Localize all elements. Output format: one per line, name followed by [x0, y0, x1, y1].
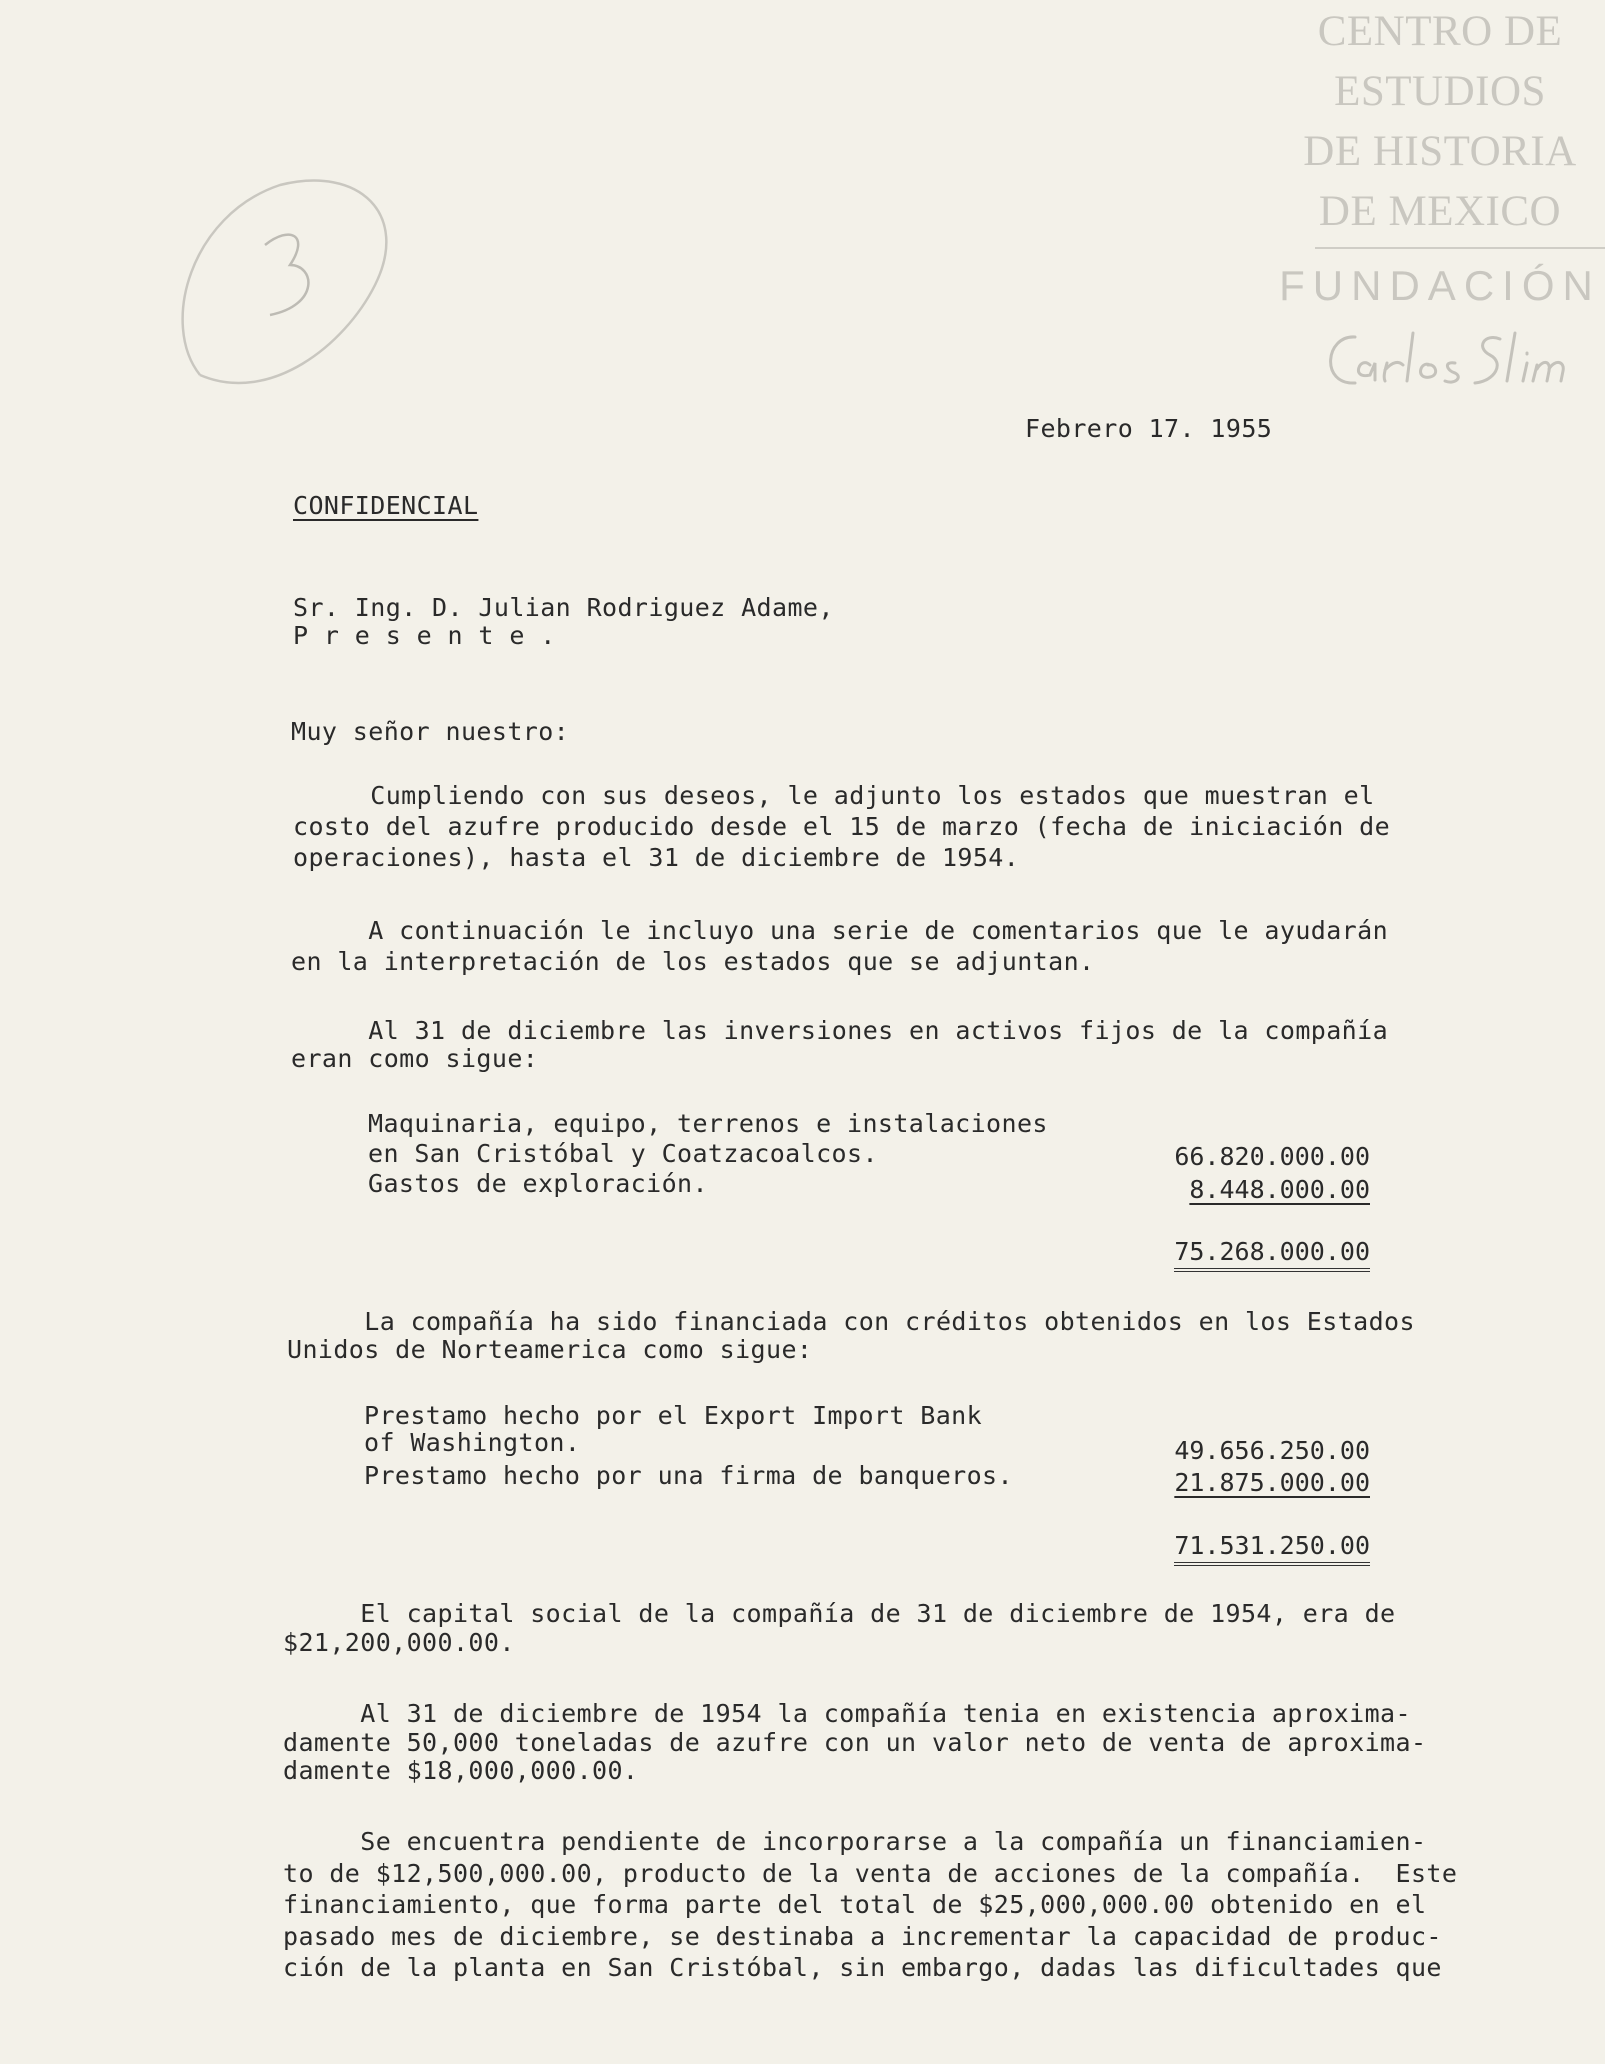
confidential-heading: CONFIDENCIAL	[293, 491, 479, 520]
paragraph-line: ción de la planta en San Cristóbal, sin embargo, dadas las dificultades que	[283, 1953, 1442, 1982]
paragraph-line: costo del azufre producido desde el 15 de marzo (fecha de iniciación de	[293, 812, 1391, 841]
paragraph-line: La compañía ha sido financiada con créditos obtenidos en los Estados	[287, 1307, 1415, 1336]
watermark-line-4: DE MEXICO	[1318, 188, 1562, 235]
paragraph-line: financiamiento, que forma parte del total de $25,000,000.00 obtenido en el	[283, 1890, 1427, 1919]
loans-value-2: 21.875.000.00	[1174, 1468, 1370, 1497]
assets-line-3: Gastos de exploración.	[368, 1169, 708, 1198]
assets-value-2: 8.448.000.00	[1189, 1175, 1370, 1204]
loans-line-2: of Washington.	[364, 1428, 581, 1457]
salutation: Muy señor nuestro:	[291, 717, 570, 746]
watermark-foundation: FUNDACIÓN	[1279, 262, 1601, 309]
paragraph-line: damente $18,000,000.00.	[283, 1756, 639, 1785]
watermark-line-2: ESTUDIOS	[1334, 68, 1546, 115]
loans-value-1: 49.656.250.00	[1174, 1436, 1370, 1465]
paragraph-line: $21,200,000.00.	[283, 1628, 515, 1657]
loans-line-1: Prestamo hecho por el Export Import Bank	[364, 1401, 983, 1430]
paragraph-line: pasado mes de diciembre, se destinaba a incrementar la capacidad de produc-	[283, 1922, 1442, 1951]
paragraph-line: Cumpliendo con sus deseos, le adjunto los estados que muestran el	[293, 781, 1375, 810]
paragraph-line: eran como sigue:	[291, 1044, 539, 1073]
handwritten-page-number	[170, 175, 410, 415]
paragraph-line: A continuación le incluyo una serie de comentarios que le ayudarán	[291, 916, 1389, 945]
recipient-name: Sr. Ing. D. Julian Rodriguez Adame,	[293, 593, 834, 622]
watermark-line-3: DE HISTORIA	[1303, 128, 1577, 175]
assets-line-2: en San Cristóbal y Coatzacoalcos.	[368, 1139, 878, 1168]
assets-line-1: Maquinaria, equipo, terrenos e instalaciones	[368, 1109, 1048, 1138]
loans-line-3: Prestamo hecho por una firma de banqueros.	[364, 1461, 1013, 1490]
paragraph-line: Se encuentra pendiente de incorporarse a la compañía un financiamien-	[283, 1827, 1427, 1856]
paragraph-line: Unidos de Norteamerica como sigue:	[287, 1335, 813, 1364]
paragraph-line: to de $12,500,000.00, producto de la venta de acciones de la compañía. Este	[283, 1859, 1458, 1888]
loans-total: 71.531.250.00	[1174, 1531, 1370, 1566]
assets-value-1: 66.820.000.00	[1174, 1142, 1370, 1171]
paragraph-line: en la interpretación de los estados que se adjuntan.	[291, 947, 1095, 976]
watermark-line-1: CENTRO DE	[1317, 8, 1563, 55]
paragraph-line: El capital social de la compañía de 31 de diciembre de 1954, era de	[283, 1599, 1396, 1628]
letter-date: Febrero 17. 1955	[1025, 414, 1273, 443]
paragraph-line: operaciones), hasta el 31 de diciembre de 1954.	[293, 843, 1020, 872]
paragraph-line: Al 31 de diciembre de 1954 la compañía tenia en existencia aproxima-	[283, 1699, 1411, 1728]
signature-logo	[1315, 325, 1605, 395]
recipient-presente: P r e s e n t e .	[293, 621, 556, 650]
assets-total: 75.268.000.00	[1174, 1237, 1370, 1272]
paragraph-line: damente 50,000 toneladas de azufre con un valor neto de venta de aproxima-	[283, 1728, 1427, 1757]
watermark-divider	[1315, 247, 1605, 249]
paragraph-line: Al 31 de diciembre las inversiones en activos fijos de la compañía	[291, 1016, 1389, 1045]
